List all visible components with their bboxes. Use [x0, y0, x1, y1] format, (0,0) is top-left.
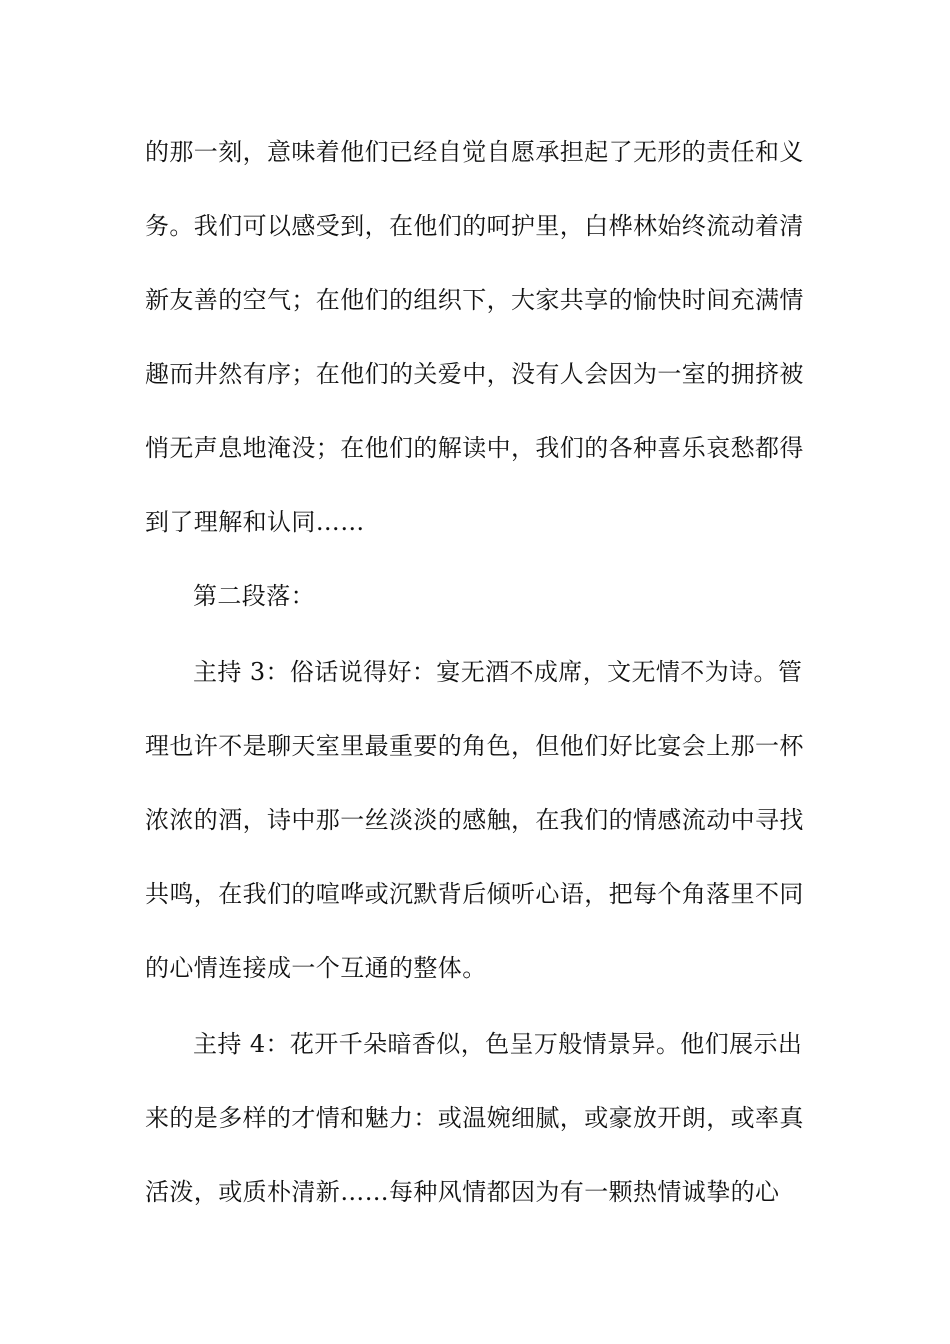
text-line: 理也许不是聊天室里最重要的角色，但他们好比宴会上那一杯	[145, 732, 804, 760]
text-line: 悄无声息地淹没；在他们的解读中，我们的各种喜乐哀愁都得	[145, 434, 804, 462]
text-line: 来的是多样的才情和魅力：或温婉细腻，或豪放开朗，或率真	[145, 1104, 804, 1132]
section-heading: 第二段落：	[193, 582, 315, 610]
text-line: 活泼，或质朴清新……每种风情都因为有一颗热情诚挚的心	[145, 1178, 780, 1206]
text-line: 共鸣，在我们的喧哗或沉默背后倾听心语，把每个角落里不同	[145, 880, 804, 908]
text-line: 趣而井然有序；在他们的关爱中，没有人会因为一室的拥挤被	[145, 360, 804, 388]
text-line: 浓浓的酒，诗中那一丝淡淡的感触，在我们的情感流动中寻找	[145, 806, 804, 834]
text-line: 主持 4：花开千朵暗香似，色呈万般情景异。他们展示出	[193, 1030, 803, 1058]
text-line: 的那一刻，意味着他们已经自觉自愿承担起了无形的责任和义	[145, 138, 804, 166]
text-line: 到了理解和认同……	[145, 508, 365, 536]
text-line: 主持 3：俗话说得好：宴无酒不成席，文无情不为诗。管	[193, 658, 803, 686]
text-line: 的心情连接成一个互通的整体。	[145, 954, 487, 982]
text-line: 务。我们可以感受到，在他们的呵护里，白桦林始终流动着清	[145, 212, 804, 240]
text-line: 新友善的空气；在他们的组织下，大家共享的愉快时间充满情	[145, 286, 804, 314]
